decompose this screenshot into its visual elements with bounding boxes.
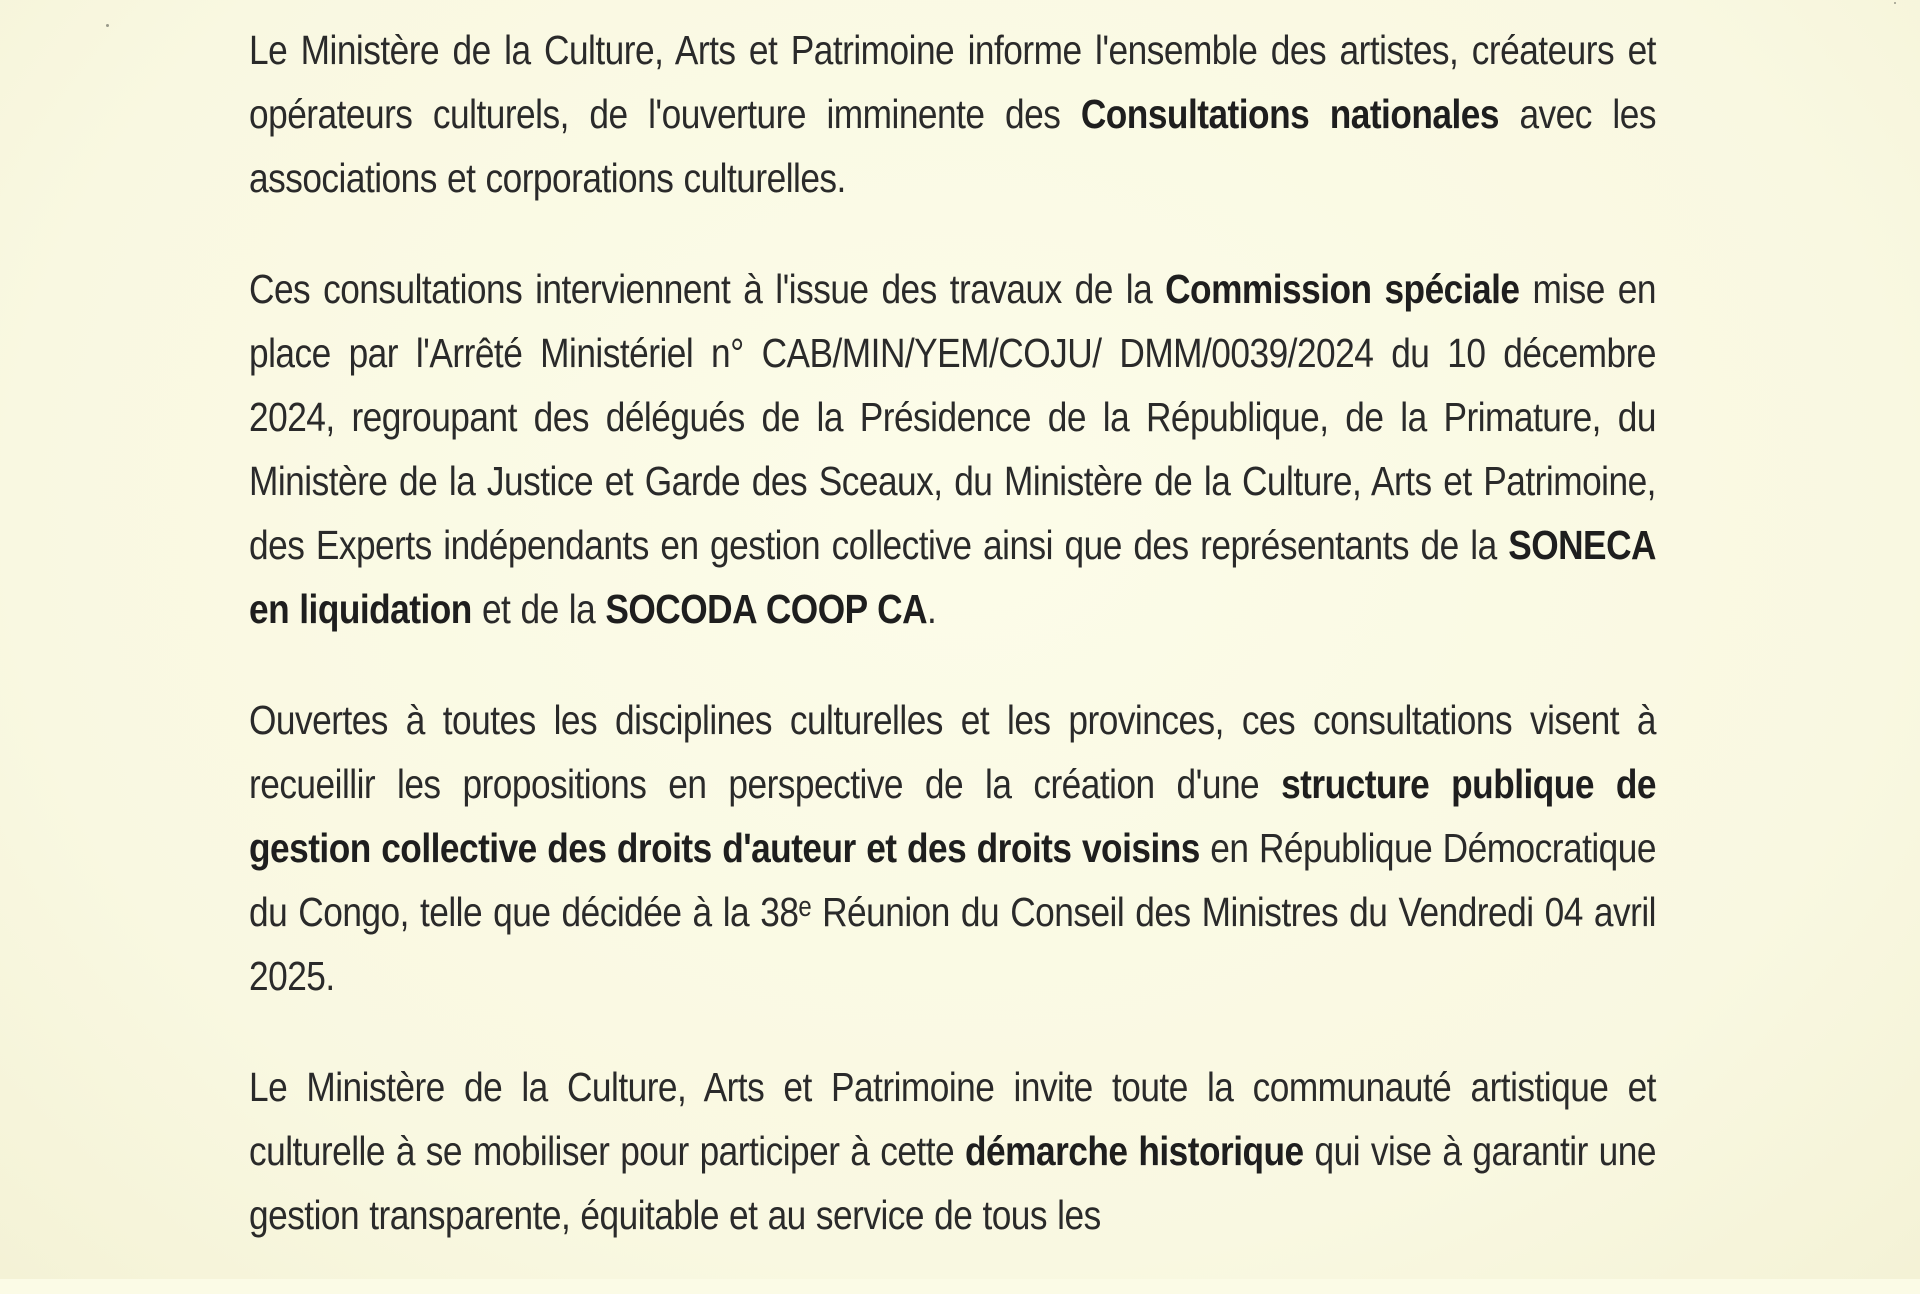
scan-speck — [1894, 2, 1896, 4]
document-body — [249, 18, 1656, 1294]
bold-text-run: SONECA en liquidation — [249, 522, 1656, 632]
bold-text-run: Consultations nationales — [1080, 91, 1499, 137]
text-run: . — [927, 586, 937, 632]
paragraph-commission-speciale — [249, 257, 1656, 641]
paragraph-structure-publique — [249, 688, 1656, 1008]
bold-text-run: SOCODA COOP CA — [605, 586, 928, 632]
bold-text-run: démarche historique — [965, 1128, 1304, 1174]
paragraph-consultations-announcement — [249, 18, 1656, 210]
text-run: qui vise à garantir une gestion transparente, équitable et au service de tous les — [249, 1128, 1656, 1238]
text-run: Le Ministère de la Culture, Arts et Patrimoine invite toute la communauté artistique et culturelle à se mobiliser pour participer à cette — [249, 1064, 1656, 1174]
text-run: avec les associations et corporations culturelles. — [249, 91, 1656, 201]
text-run: mise en place par l'Arrêté Ministériel n° CAB/MIN/YEM/COJU/ DMM/0039/2024 du 10 décembre 2024, regroupant des délégués de la Présidence de la République, de la Primature, du Ministère de la Justice et Garde des Sceaux, du Ministère de la Culture, Arts et Patrimoine, des Experts indépendants en gestion collective ainsi que des représentants de la — [249, 266, 1656, 568]
bold-text-run: Commission spéciale — [1165, 266, 1520, 312]
bold-text-run: structure publique de gestion collective des droits d'auteur et des droits voisins — [249, 761, 1656, 871]
paragraph-invitation — [249, 1055, 1656, 1247]
text-run: Ces consultations interviennent à l'issue des travaux de la — [249, 266, 1166, 312]
text-run: Ouvertes à toutes les disciplines culturelles et les provinces, ces consultations visent à recueillir les propositions en perspective de la création d'une — [249, 697, 1656, 807]
text-run: en République Démocratique du Congo, telle que décidée à la 38ᵉ Réunion du Conseil des Ministres du Vendredi 04 avril 2025. — [249, 825, 1656, 999]
text-run: et de la — [471, 586, 606, 632]
scan-speck — [106, 24, 109, 27]
text-run: Le Ministère de la Culture, Arts et Patrimoine informe l'ensemble des artistes, créateurs et opérateurs culturels, de l'ouverture imminente des — [249, 27, 1656, 137]
